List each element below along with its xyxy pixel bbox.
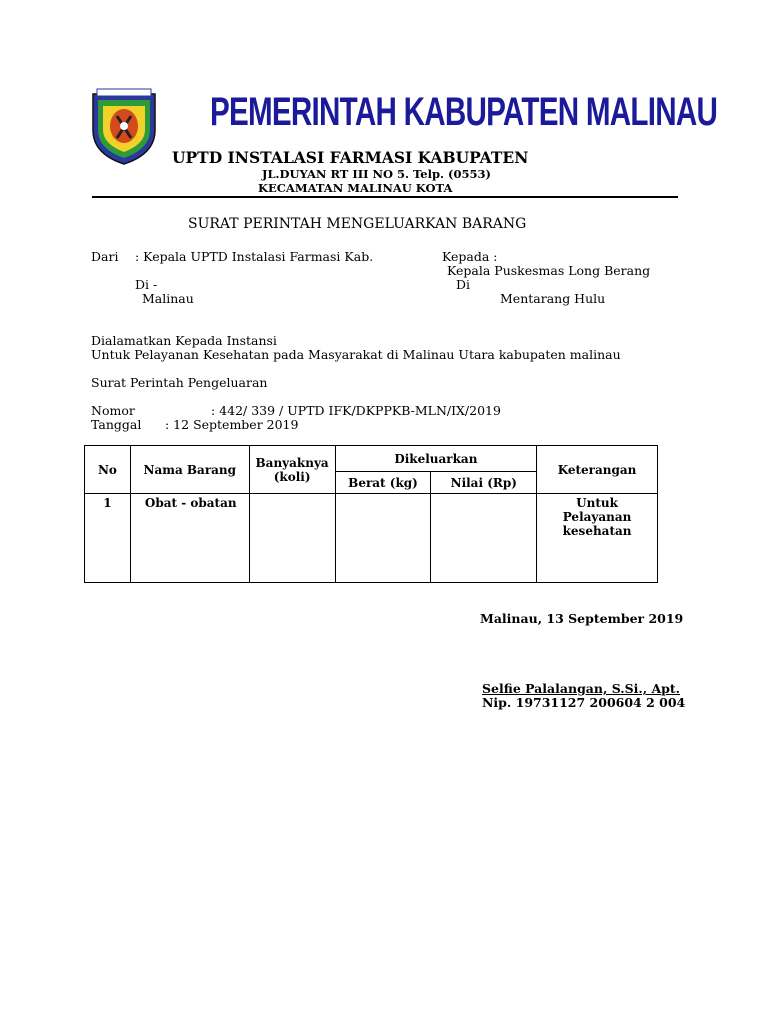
table-header-row [85,446,658,472]
header-banyaknya-line-2: (koli) [273,469,311,484]
to-value: Kepala Puskesmas Long Berang [447,263,651,278]
order-heading: Surat Perintah Pengeluaran [91,375,268,390]
cell-keterangan [537,494,658,583]
office-address: JL.DUYAN RT III NO 5. Telp. (0553) [262,167,491,181]
cell-berat [335,494,431,583]
header-nilai: Nilai (Rp) [431,472,537,494]
from-value: : Kepala UPTD Instalasi Farmasi Kab. [135,249,374,264]
header-keterangan: Keterangan [537,446,658,494]
nomor-value: : 442/ 339 / UPTD IFK/DKPPKB-MLN/IX/2019 [211,403,501,418]
items-table [84,445,658,583]
tanggal-value: : 12 September 2019 [165,417,299,432]
malinau-emblem-logo [89,86,159,166]
from-di: Di - [135,277,158,292]
from-place: Malinau [142,291,194,306]
signatory-nip: Nip. 19731127 200604 2 004 [482,695,686,710]
addressed-line-1: Dialamatkan Kepada Instansi [91,333,277,348]
letter-title: SURAT PERINTAH MENGELUARKAN BARANG [188,216,527,232]
to-label: Kepada : [442,249,498,264]
header-banyaknya-line-1: Banyaknya [255,455,329,470]
header-berat: Berat (kg) [335,472,431,494]
office-district: KECAMATAN MALINAU KOTA [258,181,453,195]
keterangan-line-2: Pelayanan [562,510,632,524]
keterangan-line-3: kesehatan [562,524,632,538]
to-place: Mentarang Hulu [500,291,606,306]
cell-banyaknya [249,494,335,583]
table-row [85,494,658,583]
tanggal-label: Tanggal [91,417,142,432]
to-di: Di [456,277,471,292]
header-banyaknya [249,446,335,494]
government-title: PEMERINTAH KABUPATEN MALINAU [210,90,718,134]
from-label: Dari [91,249,119,264]
place-date: Malinau, 13 September 2019 [480,611,684,626]
header-nama-barang: Nama Barang [130,446,249,494]
letterhead-divider [92,196,678,198]
cell-nama-barang: Obat - obatan [130,494,249,583]
cell-nilai [431,494,537,583]
cell-no: 1 [85,494,131,583]
signatory-name: Selfie Palalangan, S.Si., Apt. [482,681,681,696]
addressed-line-2: Untuk Pelayanan Kesehatan pada Masyarakat di Malinau Utara kabupaten malinau [91,347,621,362]
keterangan-line-1: Untuk [576,496,618,510]
nomor-label: Nomor [91,403,135,418]
header-no: No [85,446,131,494]
office-name: UPTD INSTALASI FARMASI KABUPATEN [172,148,529,167]
header-dikeluarkan: Dikeluarkan [335,446,537,472]
